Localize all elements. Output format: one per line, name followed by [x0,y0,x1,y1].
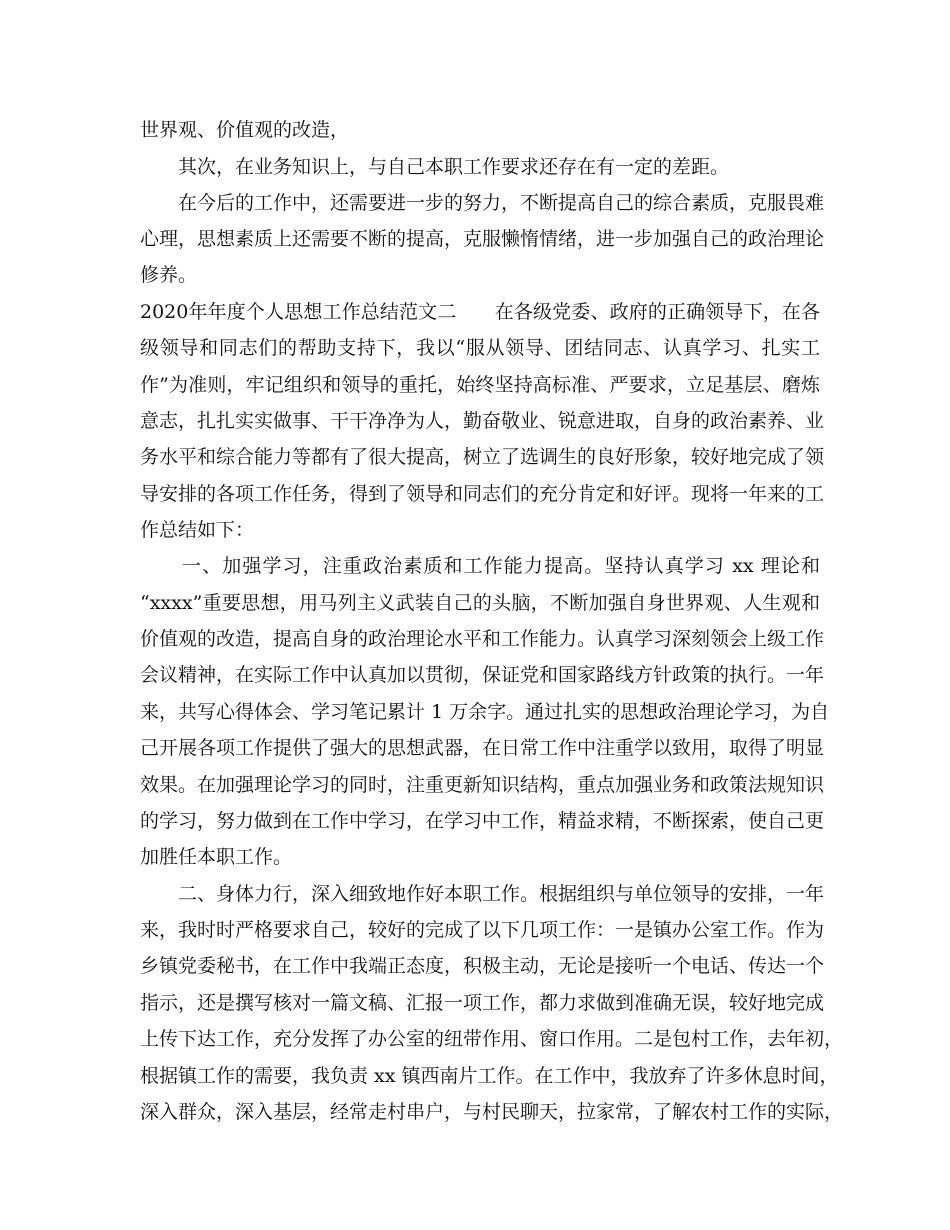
text-line: 会议精神，在实际工作中认真加以贯彻，保证党和国家路线方针政策的执行。一年 [140,664,825,686]
text-line: 务水平和综合能力等都有了很大提高，树立了选调生的良好形象，较好地完成了领 [140,446,825,468]
text-line: 深入群众，深入基层，经常走村串户，与村民聊天，拉家常，了解农村工作的实际， [140,1101,844,1123]
text-line: 的学习，努力做到在工作中学习，在学习中工作，精益求精，不断探索，使自己更 [140,810,825,832]
text-line: 根据镇工作的需要，我负责 xx 镇西南片工作。在工作中，我放弃了许多休息时间， [140,1065,839,1087]
text-line: 价值观的改造，提高自身的政治理论水平和工作能力。认真学习深刻领会上级工作 [140,628,825,650]
text-line: 意志，扎扎实实做事、干干净净为人，勤奋敬业、锐意进取，自身的政治素养、业 [140,410,825,432]
text-line: 乡镇党委秘书，在工作中我端正态度，积极主动，无论是接听一个电话、传达一个 [140,955,825,977]
text-line: 效果。在加强理论学习的同时，注重更新知识结构，重点加强业务和政策法规知识 [140,774,825,796]
text-line: 作总结如下： [140,519,255,541]
text-line: 在今后的工作中，还需要进一步的努力，不断提高自己的综合素质，克服畏难 [178,192,825,214]
text-line: 来，共写心得体会、学习笔记累计 1 万余字。通过扎实的思想政治理论学习，为自 [140,701,830,723]
text-line: 导安排的各项工作任务，得到了领导和同志们的充分肯定和好评。现将一年来的工 [140,483,825,505]
text-line: 指示，还是撰写核对一篇文稿、汇报一项工作，都力求做到准确无误，较好地完成 [140,992,825,1014]
text-line: 己开展各项工作提供了强大的思想武器，在日常工作中注重学以致用，取得了明显 [140,737,825,759]
text-line: 2020年年度个人思想工作总结范文二 在各级党委、政府的正确领导下，在各 [140,301,820,323]
text-line: 修养。 [140,264,198,286]
text-line: 上传下达工作，充分发挥了办公室的纽带作用、窗口作用。二是包村工作，去年初， [140,1028,844,1050]
text-line: 心理，思想素质上还需要不断的提高，克服懒惰情绪，进一步加强自己的政治理论 [140,228,825,250]
text-line: 二、身体力行，深入细致地作好本职工作。根据组织与单位领导的安排，一年 [178,883,825,905]
text-line: 作”为准则，牢记组织和领导的重托，始终坚持高标准、严要求，立足基层、磨炼 [140,374,820,396]
text-line: 一、加强学习，注重政治素质和工作能力提高。坚持认真学习 xx 理论和 [182,555,820,577]
text-line: 加胜任本职工作。 [140,846,293,868]
text-line: 来，我时时严格要求自己，较好的完成了以下几项工作：一是镇办公室工作。作为 [140,919,825,941]
text-line: 级领导和同志们的帮助支持下，我以“服从领导、团结同志、认真学习、扎实工 [140,337,820,359]
text-line: 其次，在业务知识上，与自己本职工作要求还存在有一定的差距。 [178,156,730,178]
text-line: 世界观、价值观的改造， [140,119,350,141]
text-line: “xxxx”重要思想，用马列主义武装自己的头脑，不断加强自身世界观、人生观和 [140,592,820,614]
